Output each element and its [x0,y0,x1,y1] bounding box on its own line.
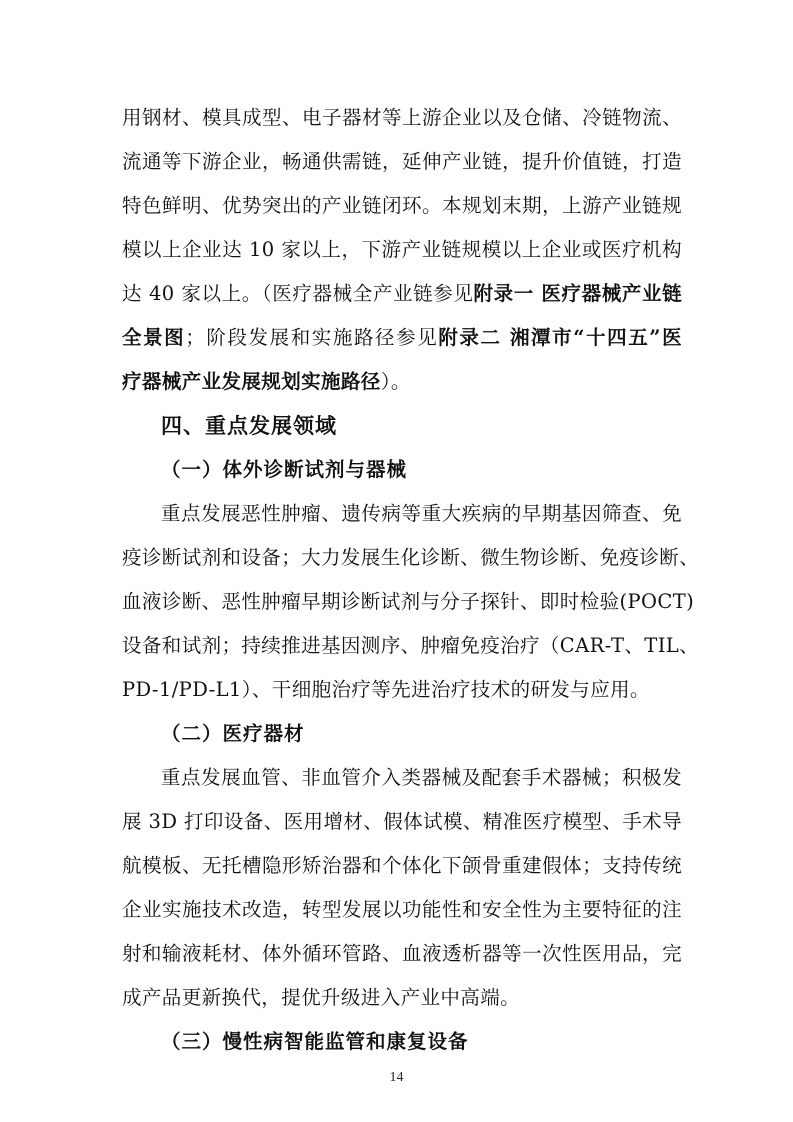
appendix-reference: 附录一 医疗器械产业链 [473,282,682,305]
section-heading: 四、重点发展领域 [161,413,337,438]
paragraph-line: 模以上企业达 10 家以上，下游产业链规模以上企业或医疗机构 [122,238,682,261]
paragraph-line [122,281,682,307]
paragraph-text: ）。 [380,370,411,393]
subsection-heading: （三）慢性病智能监管和康复设备 [161,1030,469,1053]
paragraph-line: 重点发展血管、非血管介入类器械及配套手术器械；积极发 [161,766,682,789]
paragraph-line [122,325,682,351]
paragraph-line: 航模板、无托槽隐形矫治器和个体化下颌骨重建假体；支持传统 [122,854,682,877]
paragraph-line: 疫诊断试剂和设备；大力发展生化诊断、微生物诊断、免疫诊断、 [122,546,700,569]
paragraph-line: 重点发展恶性肿瘤、遗传病等重大疾病的早期基因筛查、免 [161,502,682,525]
paragraph-line: PD-1/PD-L1）、干细胞治疗等先进治疗技术的研发与应用。 [122,678,650,701]
appendix-reference: 全景图 [122,326,186,349]
appendix-reference: 附录二 湘潭市“十四五”医 [438,326,682,349]
paragraph-text: ；阶段发展和实施路径参见 [185,326,439,349]
paragraph-line: 展 3D 打印设备、医用增材、假体试模、精准医疗模型、手术导 [122,810,682,833]
paragraph-line: 射和输液耗材、体外循环管路、血液透析器等一次性医用品，完 [122,942,682,965]
subsection-heading: （二）医疗器材 [161,722,305,745]
paragraph-text: 达 40 家以上。（医疗器械全产业链参见 [122,282,474,305]
paragraph-line: 企业实施技术改造，转型发展以功能性和安全性为主要特征的注 [122,898,682,921]
paragraph-line: 流通等下游企业，畅通供需链，延伸产业链，提升价值链，打造 [122,150,682,173]
paragraph-line: 成产品更新换代，提优升级进入产业中高端。 [122,986,521,1009]
paragraph-line: 设备和试剂；持续推进基因测序、肿瘤免疫治疗（CAR-T、TIL、 [122,634,700,657]
paragraph-line: 血液诊断、恶性肿瘤早期诊断试剂与分子探针、即时检验(POCT) [122,590,695,613]
paragraph-line [122,369,682,395]
paragraph-line: 用钢材、模具成型、电子器材等上游企业以及仓储、冷链物流、 [122,106,682,129]
appendix-reference: 疗器械产业发展规划实施路径 [122,370,381,393]
paragraph-line: 特色鲜明、优势突出的产业链闭环。本规划末期，上游产业链规 [122,194,682,217]
subsection-heading: （一）体外诊断试剂与器械 [161,458,408,481]
page-number: 14 [389,1070,404,1085]
